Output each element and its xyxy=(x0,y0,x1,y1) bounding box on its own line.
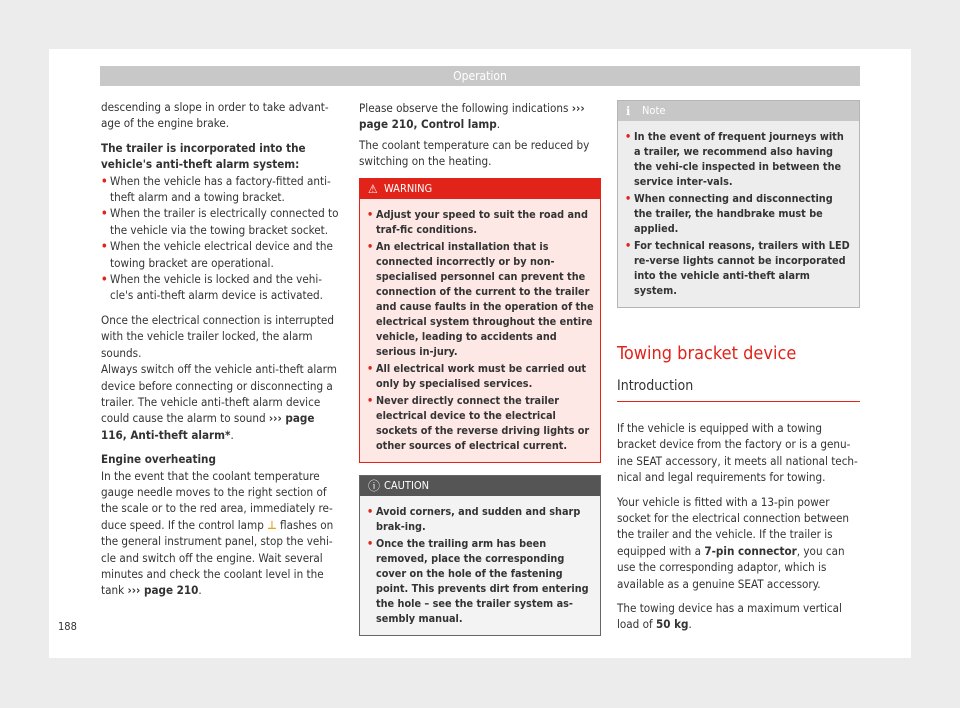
column-3 xyxy=(617,100,860,641)
list-item: • When connecting and disconnecting the trailer, the handbrake must be applied. xyxy=(625,192,833,235)
list-item: • All electrical work must be carried out only by specialised services. xyxy=(367,361,587,390)
page-reference-link[interactable]: ››› page 210, Control lamp xyxy=(359,101,585,132)
paragraph: descending a slope in order to take advant-age of the engine brake. xyxy=(101,100,329,131)
coolant-lamp-icon: ⊥ xyxy=(267,517,277,532)
paragraph: In the event that the coolant temperature gauge needle moves to the right section of the scale or to the red area, immediately re-duce speed. If the control lamp ⊥ flashes on the general instrument panel, stop the vehi-cle and switch off the engine. Wait several minutes and check the coolant level in the tank ››› page 210. xyxy=(101,468,334,598)
list-item: • When the vehicle has a factory-fitted anti-theft alarm and a towing bracket. xyxy=(101,173,331,205)
caution-box xyxy=(359,475,601,636)
list-item: • Avoid corners, and sudden and sharp brak-ing. xyxy=(367,504,581,533)
list-item: • Never directly connect the trailer electrical device to the electrical sockets of the reverse driving lights or other sources of electrical current. xyxy=(367,393,590,452)
paragraph: Always switch off the vehicle anti-theft alarm device before connecting or disconnecting a trailer. The vehicle anti-theft alarm device could cause the alarm to sound ››› page 116, Anti-theft alarm*. xyxy=(101,362,337,442)
warning-triangle-icon: ⚠ xyxy=(368,181,378,196)
note-title: ℹ Note xyxy=(618,101,859,121)
page-header: Operation xyxy=(100,66,860,86)
paragraph: Please observe the following indications ››› page 210, Control lamp. xyxy=(359,101,585,132)
list-item: • In the event of frequent journeys with a trailer, we recommend also having the vehi-cle inspected in between the service inter-vals. xyxy=(625,130,844,188)
warning-box xyxy=(359,178,601,463)
note-box xyxy=(617,100,860,308)
subsection-title: Introduction xyxy=(617,377,860,402)
list-item: • When the vehicle electrical device and the towing bracket are operational. xyxy=(101,239,333,270)
paragraph: If the vehicle is equipped with a towing bracket device from the factory or is a genu-ine SEAT accessory, it meets all national tech-nical and legal requirements for towing. xyxy=(617,421,858,485)
paragraph: Once the electrical connection is interrupted with the vehicle trailer locked, the alarm sounds. xyxy=(101,312,334,360)
list-item: • Adjust your speed to suit the road and traf-fic conditions. xyxy=(367,207,588,236)
section-title: Towing bracket device xyxy=(617,343,797,364)
page-reference-link[interactable]: ››› page 210 xyxy=(127,583,199,598)
column-2 xyxy=(359,100,601,636)
list-item: • Once the trailing arm has been removed, place the corresponding cover on the hole of the fastening point. This prevents dirt from entering the hole – see the trailer system as-sembly manual. xyxy=(367,536,589,625)
column-1 xyxy=(101,99,341,607)
page-number: 188 xyxy=(58,620,77,633)
paragraph: The towing device has a maximum vertical load of 50 kg. xyxy=(617,601,842,632)
list-item: • An electrical installation that is connected incorrectly or by non-specialised personnel can prevent the connection of the current to the trailer and cause faults in the operation of the electrical system throughout the entire vehicle, leading to accidents and serious in-jury. xyxy=(367,239,594,358)
info-icon: ℹ xyxy=(626,104,631,118)
page-reference-link[interactable]: ››› page 116, Anti-theft alarm* xyxy=(101,411,315,442)
list-item: • When the trailer is electrically connected to the vehicle via the towing bracket socket. xyxy=(101,206,339,237)
list-item: • When the vehicle is locked and the vehi-cle's anti-theft alarm device is activated. xyxy=(101,272,323,303)
caution-circle-icon: ⓘ xyxy=(368,478,381,493)
caution-title: ⓘ CAUTION xyxy=(360,476,600,496)
list-item: • For technical reasons, trailers with LED re-verse lights cannot be incorporated into the vehicle anti-theft alarm system. xyxy=(625,239,850,297)
warning-title: ⚠ WARNING xyxy=(360,179,600,199)
overheat-heading: Engine overheating xyxy=(101,452,216,467)
paragraph: The coolant temperature can be reduced by switching on the heating. xyxy=(359,137,590,169)
alarm-heading: The trailer is incorporated into the vehicle's anti-theft alarm system: xyxy=(101,140,306,172)
paragraph: Your vehicle is fitted with a 13-pin power socket for the electrical connection between the trailer and the vehicle. If the trailer is equipped with a 7-pin connector, you can use the corresponding adaptor, which is available as a genuine SEAT accessory. xyxy=(617,494,850,591)
